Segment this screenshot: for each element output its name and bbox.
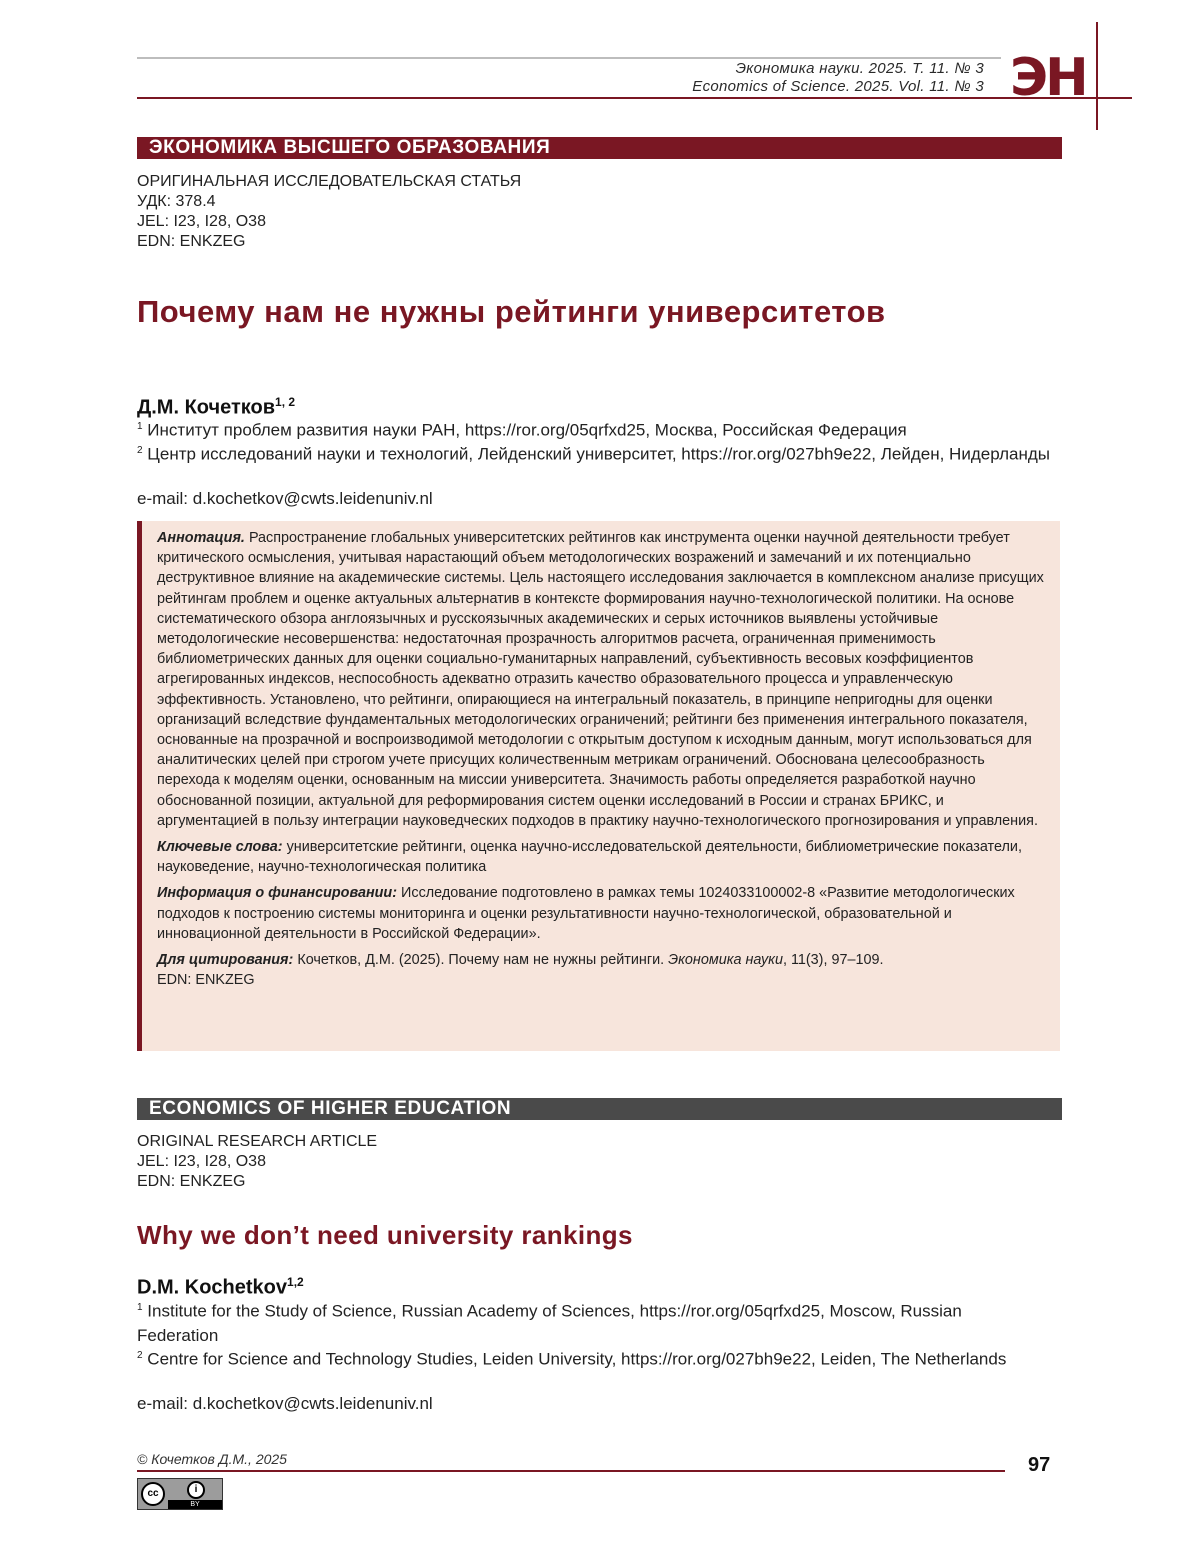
- citation-text: Кочетков, Д.М. (2025). Почему нам не нужны рейтинги.: [297, 952, 664, 968]
- cc-icon: cc: [141, 1482, 165, 1506]
- email-en[interactable]: e-mail: d.kochetkov@cwts.leidenuniv.nl: [137, 1392, 1067, 1416]
- affil1-text-en: Institute for the Study of Science, Russian Academy of Sciences, https://ror.org/05qrfxd25, Moscow, Russian Federation: [137, 1302, 962, 1345]
- author-name-ru: Д.М. Кочетков: [137, 397, 275, 419]
- page-number: 97: [1028, 1454, 1050, 1477]
- attribution-icon: i: [187, 1481, 205, 1499]
- logo-vertical-line: [1096, 22, 1098, 130]
- edn-en: EDN: ENKZEG: [137, 1172, 377, 1192]
- edn-ru: EDN: ENKZEG: [137, 232, 521, 252]
- jel-en: JEL: I23, I28, O38: [137, 1152, 377, 1172]
- footer-rule: [137, 1470, 1005, 1472]
- abstract: [157, 528, 1046, 831]
- email-ru[interactable]: e-mail: d.kochetkov@cwts.leidenuniv.nl: [137, 487, 1067, 511]
- cc-by-license-badge[interactable]: [137, 1478, 223, 1510]
- author-sup-ru: 1, 2: [275, 395, 295, 409]
- header-rule-gray: [137, 57, 1001, 59]
- article-meta-en: [137, 1132, 377, 1192]
- citation-tail: , 11(3), 97–109.: [783, 952, 884, 968]
- author-name-en: D.M. Kochetkov: [137, 1277, 287, 1299]
- section-heading-en: ECONOMICS OF HIGHER EDUCATION: [137, 1098, 1062, 1120]
- udc: УДК: 378.4: [137, 192, 521, 212]
- author-sup-en: 1,2: [287, 1275, 304, 1289]
- citation: [157, 950, 1046, 990]
- journal-citation-ru: Экономика науки. 2025. Т. 11. № 3: [736, 60, 984, 77]
- abstract-label: Аннотация.: [157, 530, 245, 546]
- funding-label: Информация о финансировании:: [157, 885, 397, 901]
- jel-ru: JEL: I23, I28, O38: [137, 212, 521, 232]
- article-title-ru: Почему нам не нужны рейтинги университетов: [137, 292, 1037, 332]
- affiliation-2-en: [137, 1344, 1017, 1372]
- keywords: [157, 837, 1046, 877]
- keywords-label: Ключевые слова:: [157, 839, 283, 855]
- section-heading-ru: ЭКОНОМИКА ВЫСШЕГО ОБРАЗОВАНИЯ: [137, 137, 1062, 159]
- affil2-text-ru: Центр исследований науки и технологий, Лейденский университет, https://ror.org/027bh9e22, Лейден, Нидерланды: [147, 445, 1050, 464]
- citation-journal: Экономика науки: [668, 952, 783, 968]
- logo-horizontal-line: [1000, 97, 1132, 99]
- citation-edn: EDN: ENKZEG: [157, 972, 255, 988]
- funding: [157, 883, 1046, 944]
- affil2-text-en: Centre for Science and Technology Studies, Leiden University, https://ror.org/027bh9e22, Leiden, The Netherlands: [147, 1350, 1006, 1369]
- affil2-sup-ru: 2: [137, 445, 143, 456]
- abstract-box: [137, 521, 1060, 1051]
- article-type-en: ORIGINAL RESEARCH ARTICLE: [137, 1132, 377, 1152]
- journal-citation-en: Economics of Science. 2025. Vol. 11. № 3: [692, 78, 984, 95]
- abstract-text: Распространение глобальных университетских рейтингов как инструмента оценки научной деятельности требует критического осмысления, учитывая нарастающий объем методологических возражений и замечаний и их потенциально деструктивное влияние на академические системы. Цель настоящего исследования заключается в комплексном анализе присущих рейтингам проблем и оценке актуальных альтернатив в контексте формирования научно-технологической политики. На основе систематического обзора англоязычных и русскоязычных академических и серых источников выявлены устойчивые методологические несовершенства: недостаточная прозрачность алгоритмов расчета, ограниченная применимость библиометрических данных для оценки социально-гуманитарных направлений, субъективность весовых коэффициентов агрегированных индексов, неспособность адекватно отразить качество образовательного процесса и управленческую эффективность. Установлено, что рейтинги, опирающиеся на интегральный показатель, в принципе непригодны для оценки организаций вследствие фундаментальных методологических ограничений; рейтинги без применения интегрального показателя, основанные на прозрачной и воспроизводимой методологии с открытым доступом к исходным данным, могут использоваться для аналитических целей при строгом учете присущих количественным метрикам ограничений. Обоснована целесообразность перехода к моделям оценки, основанным на миссии университета. Значимость работы определяется разработкой научно обоснованной позиции, актуальной для реформирования систем оценки исследований в России и странах БРИКС, и аргументацией в пользу интеграции науковедческих подходов в практику научно-технологического прогнозирования и управления.: [157, 530, 1044, 829]
- citation-label: Для цитирования:: [157, 952, 293, 968]
- header-rule-red: [137, 97, 1002, 99]
- copyright: © Кочетков Д.М., 2025: [137, 1451, 287, 1467]
- funding-text: Исследование подготовлено в рамках темы 1024033100002-8 «Развитие методологических подходов к построению системы мониторинга и оценки результативности научно-технологической, образовательной и инновационной деятельности в Российской Федерации».: [157, 885, 1015, 941]
- article-type-ru: ОРИГИНАЛЬНАЯ ИССЛЕДОВАТЕЛЬСКАЯ СТАТЬЯ: [137, 172, 521, 192]
- affiliation-1-en: [137, 1296, 1017, 1348]
- keywords-text: университетские рейтинги, оценка научно-исследовательской деятельности, библиометрические показатели, науковедение, научно-технологическая политика: [157, 839, 1022, 875]
- by-label: BY: [168, 1500, 222, 1509]
- affil2-sup-en: 2: [137, 1350, 143, 1361]
- affil1-sup-ru: 1: [137, 421, 143, 432]
- journal-logo: ЭН: [1010, 48, 1086, 108]
- article-title-en: Why we don’t need university rankings: [137, 1218, 1037, 1252]
- article-meta-ru: [137, 172, 521, 252]
- affil1-sup-en: 1: [137, 1302, 143, 1313]
- affiliation-2-ru: [137, 439, 1067, 467]
- affil1-text-ru: Институт проблем развития науки РАН, https://ror.org/05qrfxd25, Москва, Российская Федерация: [147, 421, 906, 440]
